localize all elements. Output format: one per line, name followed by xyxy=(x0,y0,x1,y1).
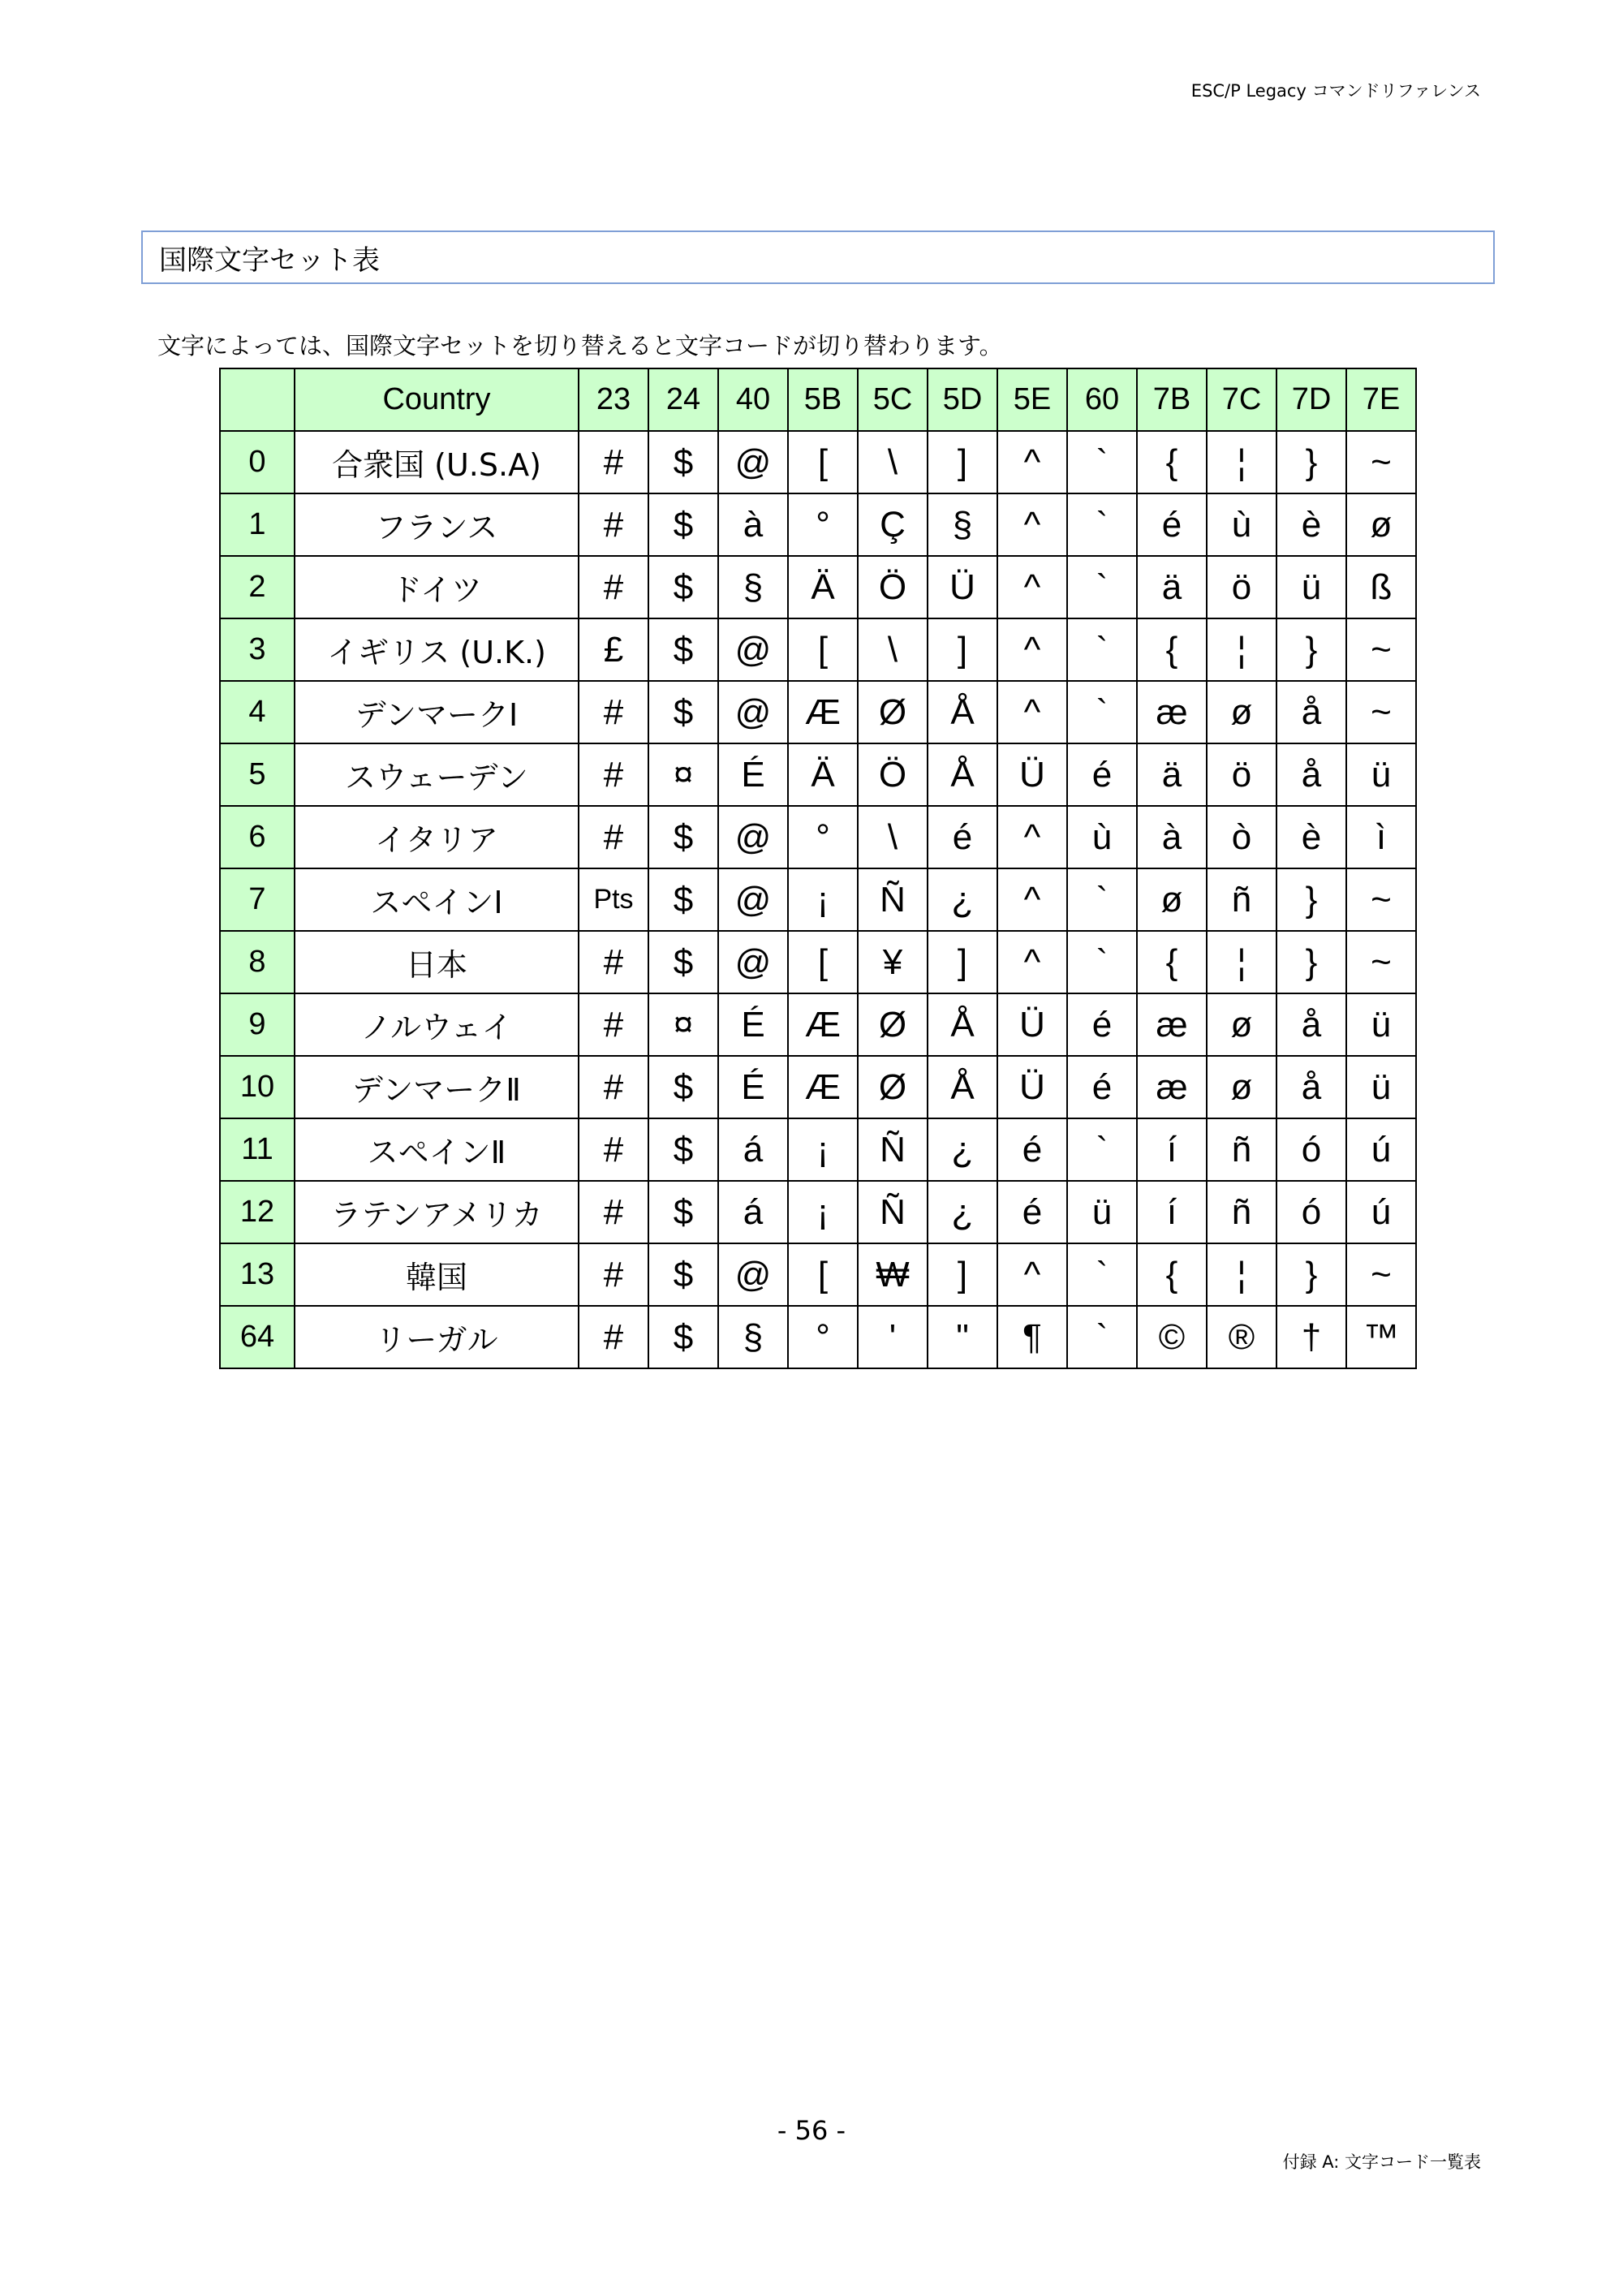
character-cell: # xyxy=(579,1118,648,1181)
character-cell: } xyxy=(1276,1243,1346,1306)
country-cell: スペインⅡ xyxy=(295,1118,579,1181)
section-title-box xyxy=(141,230,1495,284)
character-cell: Ü xyxy=(997,993,1067,1056)
character-cell: ø xyxy=(1346,493,1416,556)
character-cell: ^ xyxy=(997,556,1067,618)
character-cell: É xyxy=(718,743,788,806)
character-cell: Ü xyxy=(928,556,997,618)
country-cell: 韓国 xyxy=(295,1243,579,1306)
character-cell: Ñ xyxy=(858,868,928,931)
character-cell: Æ xyxy=(788,1056,858,1118)
character-cell: Ö xyxy=(858,556,928,618)
character-cell: è xyxy=(1276,806,1346,868)
column-header: 24 xyxy=(648,368,718,431)
character-cell: ® xyxy=(1207,1306,1276,1368)
character-cell: æ xyxy=(1137,1056,1207,1118)
character-cell: # xyxy=(579,743,648,806)
character-cell: \ xyxy=(858,431,928,493)
table-row xyxy=(220,1181,1416,1243)
character-cell: ^ xyxy=(997,868,1067,931)
character-cell: ° xyxy=(788,493,858,556)
table-row xyxy=(220,493,1416,556)
character-cell: ñ xyxy=(1207,1181,1276,1243)
character-cell: Å xyxy=(928,743,997,806)
character-cell: Ä xyxy=(788,556,858,618)
character-cell: ¤ xyxy=(648,743,718,806)
column-header: Country xyxy=(295,368,579,431)
character-cell: é xyxy=(1067,1056,1137,1118)
character-cell: ¦ xyxy=(1207,618,1276,681)
document-header-title: ESC/P Legacy コマンドリファレンス xyxy=(1190,81,1481,101)
character-cell: { xyxy=(1137,931,1207,993)
country-cell: イタリア xyxy=(295,806,579,868)
character-cell: é xyxy=(997,1118,1067,1181)
character-cell: © xyxy=(1137,1306,1207,1368)
row-index-cell: 0 xyxy=(220,431,295,493)
character-cell: $ xyxy=(648,1181,718,1243)
character-cell: Ø xyxy=(858,993,928,1056)
country-cell: フランス xyxy=(295,493,579,556)
table-row xyxy=(220,868,1416,931)
row-index-cell: 2 xyxy=(220,556,295,618)
character-cell: ¡ xyxy=(788,1118,858,1181)
column-header: 5C xyxy=(858,368,928,431)
country-cell: ドイツ xyxy=(295,556,579,618)
country-cell: イギリス (U.K.) xyxy=(295,618,579,681)
column-header: 23 xyxy=(579,368,648,431)
character-cell: $ xyxy=(648,806,718,868)
character-cell: ó xyxy=(1276,1118,1346,1181)
character-cell: # xyxy=(579,493,648,556)
character-cell: ` xyxy=(1067,493,1137,556)
character-cell: # xyxy=(579,681,648,743)
character-cell: å xyxy=(1276,743,1346,806)
row-index-cell: 8 xyxy=(220,931,295,993)
character-cell: Pts xyxy=(579,868,648,931)
table-row xyxy=(220,1056,1416,1118)
character-cell: ` xyxy=(1067,431,1137,493)
character-cell: Ä xyxy=(788,743,858,806)
row-index-cell: 4 xyxy=(220,681,295,743)
character-cell: ] xyxy=(928,931,997,993)
character-cell: [ xyxy=(788,931,858,993)
column-header: 7B xyxy=(1137,368,1207,431)
country-cell: デンマークⅡ xyxy=(295,1056,579,1118)
character-cell: @ xyxy=(718,681,788,743)
character-cell: ^ xyxy=(997,431,1067,493)
character-cell: " xyxy=(928,1306,997,1368)
character-cell: [ xyxy=(788,1243,858,1306)
character-cell: # xyxy=(579,1181,648,1243)
column-header: 5E xyxy=(997,368,1067,431)
intro-text: 文字によっては、国際文字セットを切り替えると文字コードが切り替わります。 xyxy=(157,332,1003,360)
character-cell: { xyxy=(1137,1243,1207,1306)
character-cell: [ xyxy=(788,431,858,493)
character-cell: ~ xyxy=(1346,1243,1416,1306)
character-cell: ¦ xyxy=(1207,431,1276,493)
character-cell: ø xyxy=(1207,993,1276,1056)
country-cell: 日本 xyxy=(295,931,579,993)
character-cell: } xyxy=(1276,618,1346,681)
character-cell: # xyxy=(579,1243,648,1306)
character-cell: } xyxy=(1276,931,1346,993)
row-index-cell: 11 xyxy=(220,1118,295,1181)
character-cell: $ xyxy=(648,868,718,931)
character-cell: ø xyxy=(1137,868,1207,931)
character-cell: ] xyxy=(928,1243,997,1306)
character-cell: ° xyxy=(788,1306,858,1368)
character-cell: $ xyxy=(648,681,718,743)
character-cell: ` xyxy=(1067,1243,1137,1306)
column-header: 5B xyxy=(788,368,858,431)
character-cell: # xyxy=(579,431,648,493)
table-row xyxy=(220,993,1416,1056)
character-cell: ø xyxy=(1207,681,1276,743)
character-cell: à xyxy=(718,493,788,556)
character-cell: ` xyxy=(1067,868,1137,931)
table-header-row xyxy=(220,368,1416,431)
character-cell: $ xyxy=(648,556,718,618)
character-cell: é xyxy=(997,1181,1067,1243)
character-cell: $ xyxy=(648,618,718,681)
column-header: 7E xyxy=(1346,368,1416,431)
row-index-cell: 13 xyxy=(220,1243,295,1306)
character-cell: @ xyxy=(718,806,788,868)
table-row xyxy=(220,1306,1416,1368)
character-cell: ` xyxy=(1067,931,1137,993)
character-cell: ñ xyxy=(1207,868,1276,931)
row-index-cell: 6 xyxy=(220,806,295,868)
character-cell: é xyxy=(1067,743,1137,806)
character-cell: $ xyxy=(648,1306,718,1368)
row-index-cell: 1 xyxy=(220,493,295,556)
character-cell: Ü xyxy=(997,1056,1067,1118)
character-cell: ü xyxy=(1276,556,1346,618)
character-cell: @ xyxy=(718,868,788,931)
character-cell: ñ xyxy=(1207,1118,1276,1181)
character-cell: é xyxy=(1067,993,1137,1056)
character-cell: ä xyxy=(1137,556,1207,618)
character-cell: ¦ xyxy=(1207,1243,1276,1306)
character-cell: æ xyxy=(1137,681,1207,743)
character-cell: ú xyxy=(1346,1118,1416,1181)
character-cell: ¡ xyxy=(788,868,858,931)
character-cell: ¦ xyxy=(1207,931,1276,993)
footer-chapter: 付録 A: 文字コード一覧表 xyxy=(1282,2152,1481,2172)
table-row xyxy=(220,1243,1416,1306)
character-cell: $ xyxy=(648,1118,718,1181)
character-cell: ^ xyxy=(997,681,1067,743)
character-cell: å xyxy=(1276,993,1346,1056)
column-header: 7C xyxy=(1207,368,1276,431)
character-cell: Å xyxy=(928,993,997,1056)
country-cell: スペインⅠ xyxy=(295,868,579,931)
character-cell: à xyxy=(1137,806,1207,868)
character-cell: ù xyxy=(1207,493,1276,556)
row-index-cell: 3 xyxy=(220,618,295,681)
row-index-cell: 5 xyxy=(220,743,295,806)
column-header xyxy=(220,368,295,431)
character-cell: } xyxy=(1276,431,1346,493)
character-cell: ^ xyxy=(997,618,1067,681)
country-cell: ラテンアメリカ xyxy=(295,1181,579,1243)
character-cell: # xyxy=(579,931,648,993)
character-cell: ` xyxy=(1067,681,1137,743)
character-cell: † xyxy=(1276,1306,1346,1368)
row-index-cell: 12 xyxy=(220,1181,295,1243)
character-cell: ü xyxy=(1067,1181,1137,1243)
character-cell: $ xyxy=(648,493,718,556)
character-cell: £ xyxy=(579,618,648,681)
character-cell: Ñ xyxy=(858,1118,928,1181)
character-cell: ö xyxy=(1207,743,1276,806)
character-cell: § xyxy=(718,556,788,618)
column-header: 7D xyxy=(1276,368,1346,431)
character-cell: ` xyxy=(1067,618,1137,681)
character-cell: # xyxy=(579,806,648,868)
character-cell: \ xyxy=(858,806,928,868)
character-cell: ™ xyxy=(1346,1306,1416,1368)
character-cell: ¥ xyxy=(858,931,928,993)
column-header: 5D xyxy=(928,368,997,431)
character-cell: ° xyxy=(788,806,858,868)
character-cell: Ü xyxy=(997,743,1067,806)
character-cell: $ xyxy=(648,1056,718,1118)
character-cell: ú xyxy=(1346,1181,1416,1243)
character-cell: @ xyxy=(718,1243,788,1306)
character-cell: Ø xyxy=(858,1056,928,1118)
column-header: 40 xyxy=(718,368,788,431)
character-cell: ä xyxy=(1137,743,1207,806)
row-index-cell: 64 xyxy=(220,1306,295,1368)
character-cell: Ñ xyxy=(858,1181,928,1243)
character-cell: # xyxy=(579,556,648,618)
table-row xyxy=(220,1118,1416,1181)
character-cell: [ xyxy=(788,618,858,681)
character-cell: @ xyxy=(718,431,788,493)
character-cell: ü xyxy=(1346,743,1416,806)
country-cell: デンマークⅠ xyxy=(295,681,579,743)
table-row xyxy=(220,681,1416,743)
character-cell: ' xyxy=(858,1306,928,1368)
character-cell: ] xyxy=(928,618,997,681)
table-row xyxy=(220,618,1416,681)
character-cell: è xyxy=(1276,493,1346,556)
character-cell: ` xyxy=(1067,556,1137,618)
row-index-cell: 9 xyxy=(220,993,295,1056)
character-cell: ~ xyxy=(1346,931,1416,993)
character-cell: ö xyxy=(1207,556,1276,618)
character-cell: Æ xyxy=(788,681,858,743)
table-row xyxy=(220,431,1416,493)
character-cell: Æ xyxy=(788,993,858,1056)
character-cell: ^ xyxy=(997,931,1067,993)
character-cell: ù xyxy=(1067,806,1137,868)
character-cell: Ö xyxy=(858,743,928,806)
character-cell: ^ xyxy=(997,806,1067,868)
character-cell: á xyxy=(718,1181,788,1243)
page-number: - 56 - xyxy=(777,2115,846,2146)
character-cell: # xyxy=(579,1306,648,1368)
character-cell: ø xyxy=(1207,1056,1276,1118)
character-cell: ì xyxy=(1346,806,1416,868)
character-cell: ò xyxy=(1207,806,1276,868)
column-header: 60 xyxy=(1067,368,1137,431)
character-cell: { xyxy=(1137,431,1207,493)
international-charset-table xyxy=(219,368,1417,1369)
character-cell: í xyxy=(1137,1181,1207,1243)
character-cell: ü xyxy=(1346,993,1416,1056)
country-cell: 合衆国 (U.S.A) xyxy=(295,431,579,493)
country-cell: ノルウェイ xyxy=(295,993,579,1056)
character-cell: ¤ xyxy=(648,993,718,1056)
character-cell: ¿ xyxy=(928,868,997,931)
character-cell: í xyxy=(1137,1118,1207,1181)
country-cell: スウェーデン xyxy=(295,743,579,806)
row-index-cell: 7 xyxy=(220,868,295,931)
character-cell: É xyxy=(718,993,788,1056)
character-cell: ¿ xyxy=(928,1181,997,1243)
table-row xyxy=(220,743,1416,806)
character-cell: @ xyxy=(718,931,788,993)
character-cell: # xyxy=(579,1056,648,1118)
character-cell: ~ xyxy=(1346,431,1416,493)
character-cell: ü xyxy=(1346,1056,1416,1118)
character-cell: $ xyxy=(648,1243,718,1306)
character-cell: { xyxy=(1137,618,1207,681)
character-cell: Ç xyxy=(858,493,928,556)
row-index-cell: 10 xyxy=(220,1056,295,1118)
character-cell: æ xyxy=(1137,993,1207,1056)
character-cell: # xyxy=(579,993,648,1056)
character-cell: É xyxy=(718,1056,788,1118)
character-cell: \ xyxy=(858,618,928,681)
character-cell: ` xyxy=(1067,1306,1137,1368)
character-cell: ß xyxy=(1346,556,1416,618)
country-cell: リーガル xyxy=(295,1306,579,1368)
character-cell: ~ xyxy=(1346,681,1416,743)
character-cell: å xyxy=(1276,681,1346,743)
character-cell: é xyxy=(928,806,997,868)
character-cell: ~ xyxy=(1346,618,1416,681)
character-cell: é xyxy=(1137,493,1207,556)
character-cell: ₩ xyxy=(858,1243,928,1306)
character-cell: å xyxy=(1276,1056,1346,1118)
table-row xyxy=(220,931,1416,993)
character-cell: ~ xyxy=(1346,868,1416,931)
character-cell: $ xyxy=(648,931,718,993)
character-cell: ¶ xyxy=(997,1306,1067,1368)
character-cell: ` xyxy=(1067,1118,1137,1181)
character-cell: ó xyxy=(1276,1181,1346,1243)
character-cell: § xyxy=(718,1306,788,1368)
character-cell: ¡ xyxy=(788,1181,858,1243)
character-cell: ¿ xyxy=(928,1118,997,1181)
table-row xyxy=(220,806,1416,868)
character-cell: } xyxy=(1276,868,1346,931)
character-cell: ] xyxy=(928,431,997,493)
character-cell: $ xyxy=(648,431,718,493)
character-cell: § xyxy=(928,493,997,556)
character-cell: Ø xyxy=(858,681,928,743)
section-title: 国際文字セット表 xyxy=(159,243,380,277)
character-cell: ^ xyxy=(997,493,1067,556)
character-cell: Å xyxy=(928,681,997,743)
table-row xyxy=(220,556,1416,618)
character-cell: @ xyxy=(718,618,788,681)
character-cell: á xyxy=(718,1118,788,1181)
character-cell: ^ xyxy=(997,1243,1067,1306)
character-cell: Å xyxy=(928,1056,997,1118)
